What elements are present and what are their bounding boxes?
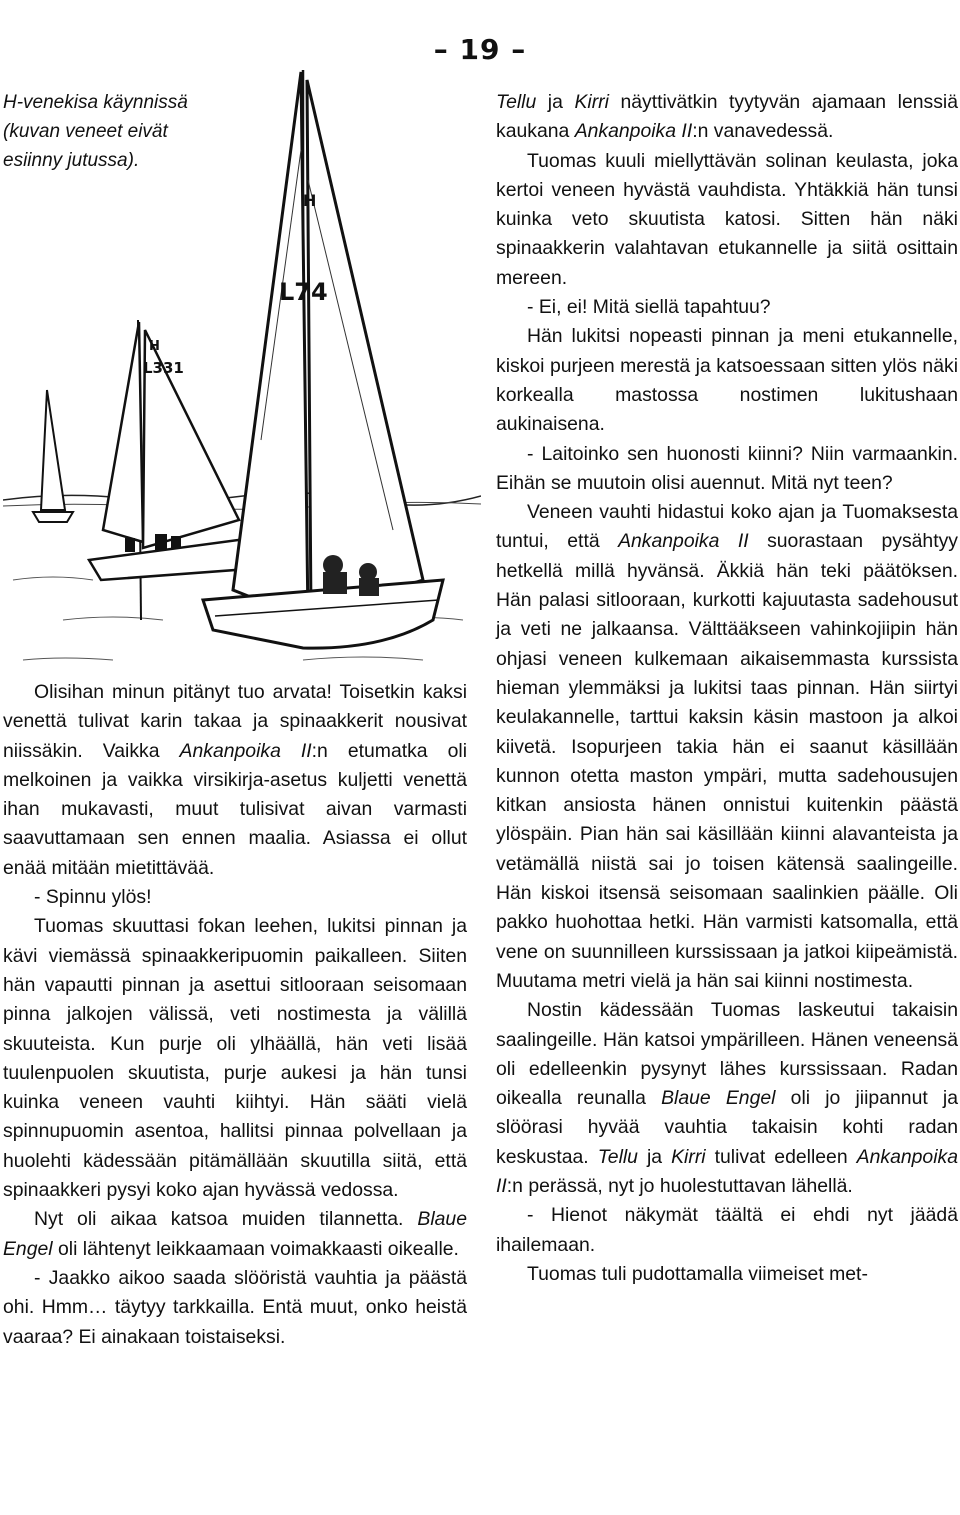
paragraph bbox=[496, 1260, 958, 1289]
text-run: - Spinnu ylös! bbox=[34, 886, 152, 909]
left-text-column bbox=[3, 678, 467, 1352]
caption-line: (kuvan veneet eivät bbox=[3, 121, 168, 142]
text-run: - Hienot näkymät täältä ei ehdi nyt jäädä ihailemaan. bbox=[496, 1204, 958, 1256]
text-run: ja bbox=[637, 1145, 672, 1168]
text-run: oli lähtenyt leikkaamaan voimakkaasti oikealle. bbox=[52, 1237, 459, 1260]
italic-name: Tellu bbox=[496, 91, 537, 113]
paragraph bbox=[3, 1205, 467, 1264]
paragraph bbox=[3, 1264, 467, 1352]
paragraph bbox=[496, 88, 958, 147]
text-run: oli jo jiipannut ja slöörasi hyvää vauhtia takaisin kohti radan keskustaa. bbox=[496, 1087, 959, 1168]
paragraph bbox=[3, 883, 467, 912]
text-run: :n etumatka oli melkoinen ja vaikka virsikirja-asetus kuljetti venettä ihan mukavasti, muut tulisivat aivan varmasti saavuttamaan sen ennen maalia. Asiassa ei ollut enää mitään mietittävää. bbox=[3, 739, 467, 879]
text-run: - Ei, ei! Mitä siellä tapahtuu? bbox=[527, 296, 771, 319]
text-run: näyttivätkin tyytyvän ajamaan lenssiä kaukana bbox=[496, 91, 958, 143]
italic-name: Ankanpoika II bbox=[496, 1145, 958, 1197]
text-run: :n perässä, nyt jo huolestuttavan lähellä. bbox=[506, 1174, 853, 1197]
class-mark-large: H bbox=[303, 191, 317, 210]
paragraph bbox=[496, 147, 958, 293]
paragraph bbox=[496, 322, 958, 439]
class-mark-middle: H bbox=[149, 339, 160, 354]
italic-name: Tellu bbox=[597, 1145, 638, 1168]
italic-name: Ankanpoika II bbox=[179, 739, 312, 762]
text-run: Tuomas tuli pudottamalla viimeiset met- bbox=[527, 1262, 868, 1285]
paragraph bbox=[496, 1201, 958, 1260]
italic-name: Blaue Engel bbox=[3, 1208, 467, 1260]
italic-name: Kirri bbox=[671, 1145, 706, 1168]
text-run: suorastaan pysähtyy hetkellä millä hyvänsä. Äkkiä hän teki päätöksen. Hän palasi sitlooraan, kurkotti kajuutasta sadehousut ja veti ne jalkaansa. Välttääkseen vahinkojiipin hän ohjasi veneen kulkemaan aikaisemmasta kurssista hieman ylemmäksi ja lukitsi taas pinnan. Hän siirtyi keulakannelle, tarttui kaksin käsin mastoon ja alkoi kiivetä. Isopurjeen takia hän ei saanut käsillään kunnon otetta maston ympäri, mutta sadehousujen kitkan ansiosta hänen onnistui kuitenkin päästä ylöspäin. Pian hän sai käsillään kiinni alavanteista ja vetämällä niistä sai jo toisen kätensä saalingeille. Hän kiskoi itsensä seisomaan saalinkien päälle. Oli pakko huohottaa hetki. Hän varmisti katsomalla, että vene on suunnilleen kurssissaan ja jatkoi kiipeämistä. Muutama metri vielä ja hän sai kiinni nostimesta. bbox=[496, 530, 958, 992]
paragraph bbox=[496, 996, 958, 1201]
text-run: tulivat edelleen bbox=[705, 1145, 857, 1168]
text-run: Tuomas kuuli miellyttävän solinan keulasta, joka kertoi veneen hyvästä vauhdista. Yhtäkkiä hän tunsi kuinka veto skuutista katosi. Sitten hän näki spinaakkerin valahtavan etukannelle ja siitä osittain mereen. bbox=[496, 149, 958, 289]
text-run: ja bbox=[536, 91, 575, 113]
text-run: - Jaakko aikoo saada slööristä vauhtia ja päästä ohi. Hmm… täytyy tarkkailla. Entä muut, onko heistä vaaraa? Ei ainakaan toistaiseksi. bbox=[3, 1266, 467, 1348]
caption-line: H-venekisa käynnissä bbox=[3, 92, 188, 113]
text-run: Nyt oli aikaa katsoa muiden tilannetta. bbox=[34, 1208, 418, 1231]
paragraph bbox=[496, 293, 958, 322]
italic-name: Ankanpoika II bbox=[574, 120, 693, 143]
page-number: – 19 – bbox=[433, 33, 527, 66]
text-run: Veneen vauhti hidastui koko ajan ja Tuomaksesta tuntui, että bbox=[496, 501, 958, 553]
photo-caption bbox=[3, 88, 233, 175]
caption-line: esiinny jutussa). bbox=[3, 150, 140, 171]
paragraph bbox=[3, 678, 467, 883]
paragraph bbox=[3, 912, 467, 1205]
paragraph bbox=[496, 498, 958, 996]
italic-name: Kirri bbox=[574, 91, 609, 113]
text-run: :n vanavedessä. bbox=[692, 120, 834, 143]
italic-name: Blaue Engel bbox=[661, 1087, 776, 1110]
text-run: Tuomas skuuttasi fokan leehen, lukitsi pinnan ja kävi viemässä spinaakkeripuomin paikalleen. Siiten hän vapautti pinnan ja asettui sitlooraan seisomaan pinna jalkojen välissä, veti nostimesta ja välillä skuuteista. Kun purje oli ylhäällä, hän veti lisää tuulenpuolen skuutista, purje aukesi ja hän tunsi kuinka veneen vauhti kiihtyi. Hän sääti vielä spinnupuomin asentoa, hallitsi pinnaa polvellaan ja huolehti kädessään pitämällään skuutilla siitä, että spinaakkeri pysyi koko ajan hyvässä vedossa. bbox=[3, 915, 467, 1202]
sail-number-l74: L74 bbox=[279, 278, 328, 306]
sail-number-l331: L331 bbox=[143, 359, 184, 377]
text-run: Olisihan minun pitänyt tuo arvata! Toisetkin kaksi venettä tulivat karin takaa ja spinaakkerit nousivat niissäkin. Vaikka bbox=[3, 681, 467, 762]
right-text-column bbox=[496, 88, 958, 1289]
text-run: Nostin kädessään Tuomas laskeutui takaisin saalingeille. Hän katsoi ympärilleen. Hänen veneensä oli edelleenkin pysynyt lähes kurssissaan. Radan oikealla reunalla bbox=[496, 999, 958, 1110]
italic-name: Ankanpoika II bbox=[618, 530, 749, 553]
paragraph bbox=[496, 440, 958, 499]
text-run: Hän lukitsi nopeasti pinnan ja meni etukannelle, kiskoi purjeen merestä ja katsoessaan sitten ylös näki korkealla mastossa nostimen lukitushaan aukinaisena. bbox=[496, 325, 958, 436]
text-run: - Laitoinko sen huonosti kiinni? Niin varmaankin. Eihän se muutoin olisi auennut. Mitä nyt teen? bbox=[496, 442, 958, 494]
